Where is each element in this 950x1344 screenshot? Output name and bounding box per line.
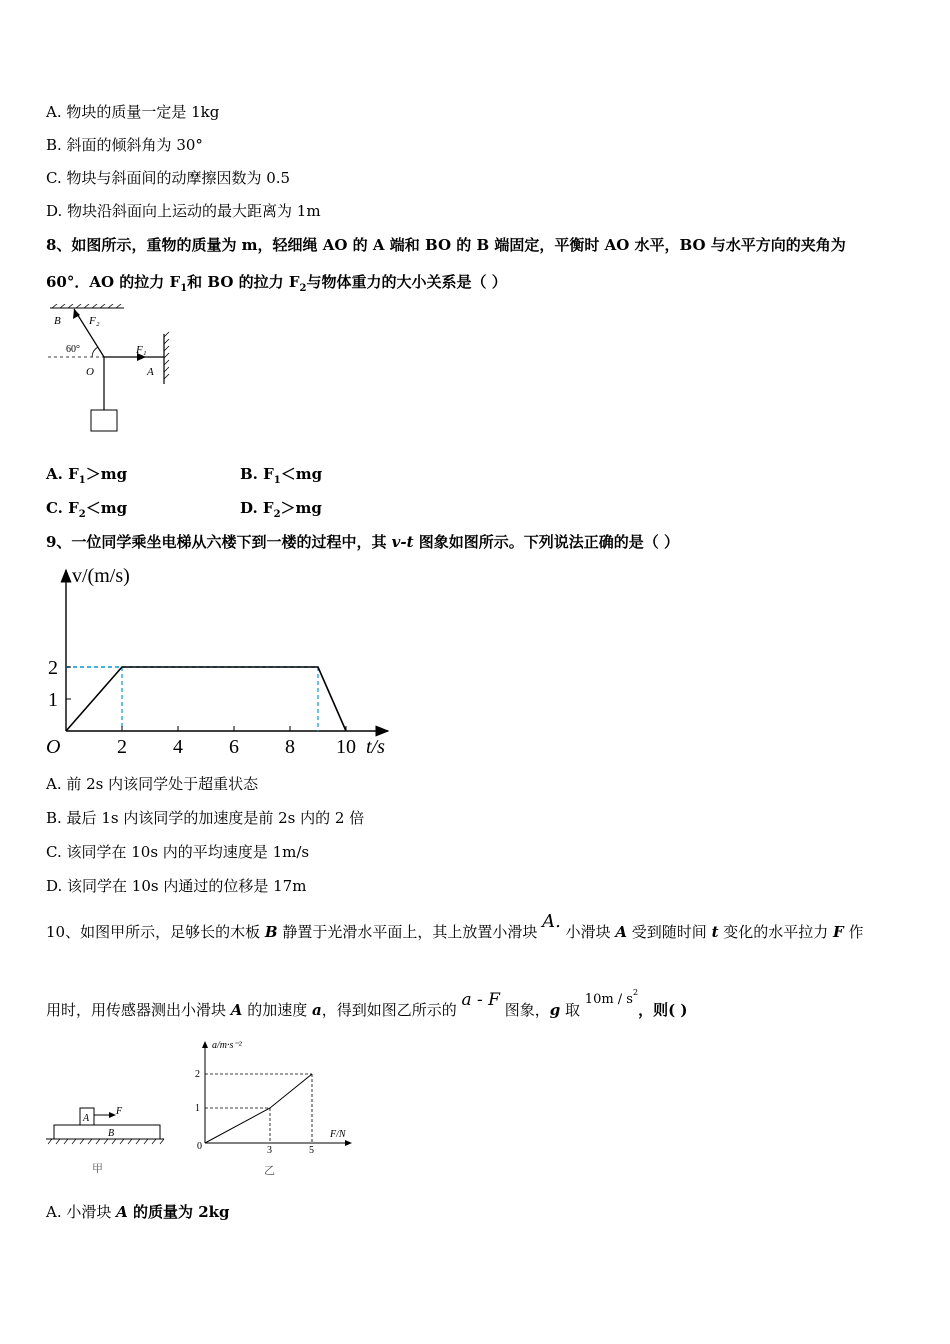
q9-option-c: C. 该同学在 10s 内的平均速度是 1m/s	[46, 843, 310, 861]
origin-label: O	[46, 736, 61, 758]
q9-option-d: D. 该同学在 10s 内通过的位移是 17m	[46, 877, 307, 895]
svg-text:A: A	[83, 1113, 90, 1124]
svg-text:甲: 甲	[92, 1163, 103, 1175]
svg-text:F₂: F₂	[89, 315, 100, 327]
q10-stem-line1: 10、如图甲所示，足够长的木板 B 静置于光滑水平面上，其上放置小滑块 A. 小滑块 A 受到随时间 t 变化的水平拉力 F 作	[46, 911, 864, 941]
q10-figure-yi	[190, 1036, 360, 1181]
x-axis-label: t/s	[366, 736, 385, 758]
svg-text:B: B	[108, 1128, 115, 1139]
af-line	[205, 1074, 312, 1143]
q10-option-a: A. 小滑块 A 的质量为 2kg	[46, 1203, 230, 1221]
svg-text:乙: 乙	[264, 1165, 275, 1177]
x-tick-label-2: 2	[117, 736, 127, 758]
mass-block	[91, 410, 117, 431]
q8-option-c: C. $F_2<mg$	[46, 499, 128, 520]
x-tick-label-8: 8	[285, 736, 295, 758]
y-axis-label: v/(m/s)	[72, 565, 130, 587]
q7-option-b: B. 斜面的倾斜角为 30°	[46, 136, 203, 154]
svg-text:F/N: F/N	[330, 1129, 346, 1140]
y-tick-label-1: 1	[48, 689, 58, 711]
svg-text:60°: 60°	[66, 344, 80, 355]
y-tick-label-2: 2	[48, 657, 58, 679]
q7-option-a: A. 物块的质量一定是 1kg	[46, 103, 220, 121]
svg-text:5: 5	[309, 1145, 314, 1156]
q8-stem-line1: 8、如图所示，重物的质量为 m，轻细绳 AO 的 A 端和 BO 的 B 端固定，平衡时 AO 水平，BO 与水平方向的夹角为	[46, 236, 846, 254]
svg-text:F₁: F₁	[136, 344, 147, 356]
series-line	[66, 667, 346, 731]
svg-text:1: 1	[195, 1103, 200, 1114]
x-tick-label-4: 4	[173, 736, 183, 758]
q9-option-a: A. 前 2s 内该同学处于超重状态	[46, 775, 259, 793]
x-tick-label-10: 10	[336, 736, 356, 758]
svg-text:0: 0	[197, 1141, 202, 1152]
svg-text:3: 3	[267, 1145, 272, 1156]
vt-chart	[40, 560, 400, 760]
q8-figure	[44, 304, 174, 434]
svg-text:B: B	[54, 315, 61, 327]
q8-stem-line2: 60°．AO 的拉力 $F_1$和 BO 的拉力 $F_2$与物体重力的大小关系是（ ）	[46, 273, 507, 294]
svg-text:O: O	[86, 366, 94, 378]
q7-option-d: D. 物块沿斜面向上运动的最大距离为 1m	[46, 202, 321, 220]
q10-figure-jia	[44, 1098, 169, 1178]
svg-text:2: 2	[195, 1069, 200, 1080]
q8-option-d: D. $F_2>mg$	[240, 499, 322, 520]
x-tick-label-6: 6	[229, 736, 239, 758]
q9-option-b: B. 最后 1s 内该同学的加速度是前 2s 内的 2 倍	[46, 809, 365, 827]
q7-option-c: C. 物块与斜面间的动摩擦因数为 0.5	[46, 169, 291, 187]
q8-option-a: A. $F_1>mg$	[46, 465, 128, 486]
q8-option-b: B. $F_1<mg$	[240, 465, 323, 486]
svg-text:a/m·s⁻²: a/m·s⁻²	[212, 1040, 242, 1051]
board-b	[54, 1125, 160, 1139]
svg-text:F: F	[116, 1106, 123, 1117]
svg-text:A: A	[147, 366, 154, 378]
q9-stem: 9、一位同学乘坐电梯从六楼下到一楼的过程中，其 v-t 图象如图所示。下列说法正确的是（ ）	[46, 533, 679, 551]
q10-stem-line2: 用时，用传感器测出小滑块 A 的加速度 a，得到如图乙所示的 a - F 图象，g 取 $10m / s^2$，则( )	[46, 988, 688, 1019]
